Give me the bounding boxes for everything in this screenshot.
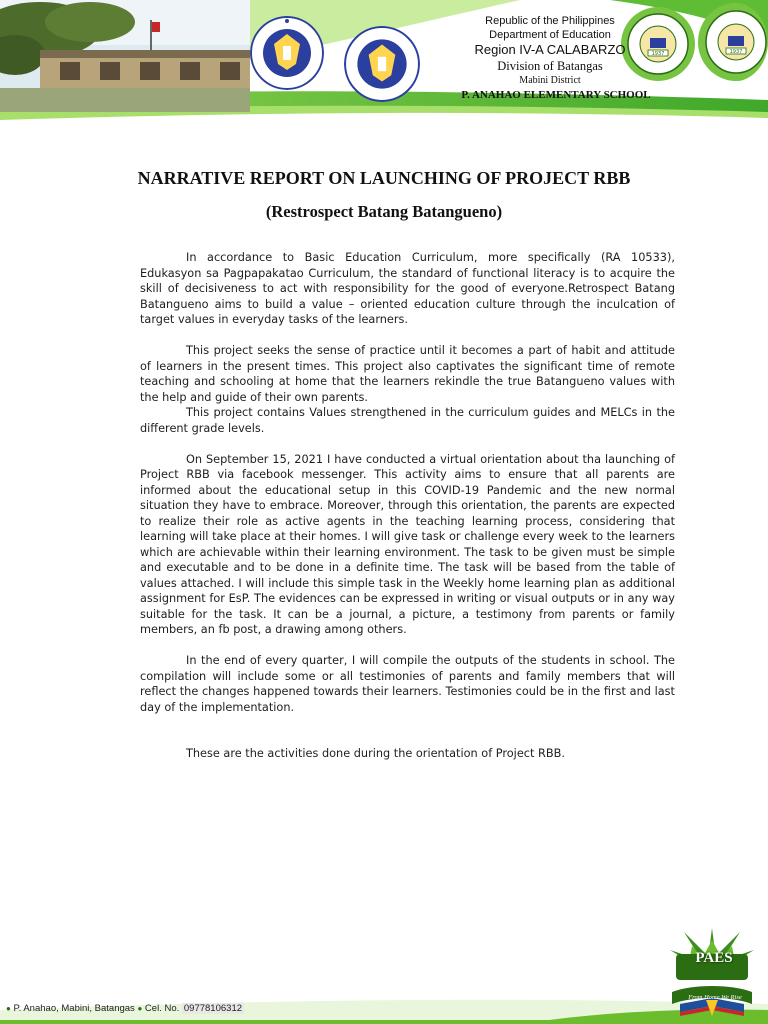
bullet-icon: ● [137,1004,143,1013]
bullet-icon: ● [6,1004,11,1013]
paragraph: On September 15, 2021 I have conducted a virtual orientation about tha launching of Project RBB via facebook messenger. This activity aims to ensure that all parents are informed about the educational setup in this COVID-19 Pandemic and the new normal situation they have to embrace. Moreover, through this orientation, the parents are expected to realize their role as active agents in the teaching learning process, considering that learning will take place at their homes. I will give task or challenge every week to the learners which are achievable within their learning environment. The task to be given must be simple and executable and to be done in a definite time. The task will be based from the table of values attached. I will include this simple task in the Weekly home learning plan as additional assignment for EsP. The evidences can be expressed in writing or visual outputs or in any way suitable for the task. It can be a journal, a picture, a testimony from parents or family members, an fb post, a drawing among others. [140,452,675,636]
footer-contact [6,1003,244,1014]
school-name: P. ANAHAO ELEMENTARY SCHOOL [461,89,651,101]
document-title: NARRATIVE REPORT ON LAUNCHING OF PROJECT RBB [137,168,631,188]
paragraph: This project seeks the sense of practice until it becomes a part of habit and attitude of learners in the present times. This project also captivates the significant time of remote teaching and schooling at home that the learners rekindle the true Batangueno values with the help and guide of their own parents. [140,344,675,404]
region-line: Region IV-A CALABARZO [474,42,626,57]
paragraph: In the end of every quarter, I will compile the outputs of the students in school. The compilation will include some or all testimonies of parents and family members that will reflect the changes happened towards their learners. Testimonies could be in the first and last day of the implementation. [140,654,675,714]
footer-address: P. Anahao, Mabini, Batangas [13,1003,135,1014]
document-body [140,250,675,762]
footer-divider [0,1020,768,1024]
paes-logo-icon [662,920,762,1020]
svg-text:1937: 1937 [729,49,743,55]
paragraph: In accordance to Basic Education Curriculum, more specifically (RA 10533), Edukasyon sa Pagpapakatao Curriculum, the standard of functional literacy is to acquire the skill of decisiveness to act with responsibility for the good of everyone.Retrospect Batang Batangueno aims to build a value – oriented education culture through the inculcation of target values in everyday tasks of the learners. [140,251,675,326]
deped-seal-icon [250,16,324,90]
republic-line: Republic of the Philippines [485,15,615,27]
paes-logo-text: PAES [695,950,733,966]
school-photo [0,0,250,112]
division-line: Division of Batangas [497,59,603,73]
footer-cel-label: Cel. No. [144,1003,180,1014]
paragraph: These are the activities done during the orientation of Project RBB. [186,747,565,760]
svg-text:1937: 1937 [651,51,665,57]
deped-seal-icon [344,26,420,102]
school-seal-icon [696,2,768,82]
paragraph: This project contains Values strengthened in the curriculum guides and MELCs in the different grade levels. [140,406,675,435]
district-line: Mabini District [519,75,581,86]
letterhead [0,0,768,120]
document-subtitle: (Restrospect Batang Batangueno) [265,202,503,221]
department-line: Department of Education [489,29,611,41]
letterhead-text [440,14,660,103]
footer-phone: 09778106312 [183,1003,243,1014]
paes-motto: From Home We Rise [688,994,742,1001]
